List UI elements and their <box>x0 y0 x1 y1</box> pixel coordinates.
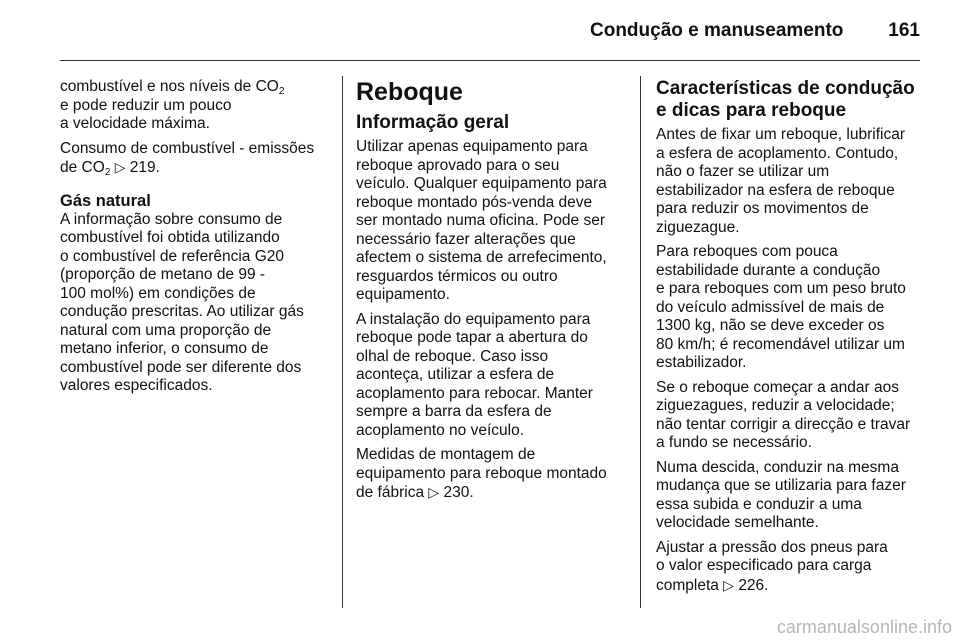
text: e para reboques com um peso bruto <box>656 280 906 297</box>
text: A instalação do equipamento para <box>356 310 591 328</box>
text: ser montado numa oficina. Pode ser <box>356 212 605 229</box>
text: velocidade semelhante. <box>656 514 819 531</box>
text: metano inferior, o consumo de <box>60 340 269 357</box>
text: a esfera de acoplamento. Contudo, <box>656 144 899 162</box>
column-3 <box>656 78 924 601</box>
text: condução prescritas. Ao utilizar gás <box>60 303 304 320</box>
page-reference-link[interactable]: 219. <box>129 159 160 176</box>
paragraph-descent <box>656 459 924 533</box>
paragraph-lubrication <box>656 126 924 237</box>
column-1 <box>60 78 328 402</box>
text: o combustível de referência G20 <box>60 247 285 265</box>
paragraph-zigzag <box>656 379 924 453</box>
section-heading-natural-gas: Gás natural <box>60 191 151 210</box>
page-reference-icon: ▷ <box>114 159 126 175</box>
text: de CO <box>60 159 105 176</box>
column-divider-right <box>640 76 641 608</box>
text: não tentar corrigir a direcção e travar <box>656 415 911 433</box>
text: Características de condução <box>656 78 915 99</box>
text: Medidas de montagem de <box>356 446 536 463</box>
text: 1300 kg, não se deve exceder os <box>656 317 885 334</box>
header-rule <box>60 60 920 61</box>
text: do veículo admissível de mais de <box>656 298 885 316</box>
text: não o fazer se utilizar um <box>656 163 830 180</box>
text: equipamento. <box>356 286 450 303</box>
text: completa <box>656 576 719 594</box>
text: mudança que se utilizaria para fazer <box>656 477 906 494</box>
text: Numa descida, conduzir na mesma <box>656 458 899 476</box>
text: aconteça, utilizar a esfera de <box>356 366 555 383</box>
text: Antes de fixar um reboque, lubrificar <box>656 126 905 143</box>
header-title: Condução e manuseamento <box>590 20 844 41</box>
text: Ajustar a pressão dos pneus para <box>656 538 888 556</box>
column-2 <box>356 78 626 509</box>
text: estabilizador na esfera de reboque <box>656 181 895 199</box>
text: A informação sobre consumo de <box>60 210 283 228</box>
text: a velocidade máxima. <box>60 115 210 132</box>
section-heading-general: Informação geral <box>356 112 510 133</box>
text: ziguezagues, reduzir a velocidade; <box>656 397 895 414</box>
text: equipamento para reboque montado <box>356 464 607 482</box>
text: estabilizador. <box>656 354 747 371</box>
text: combustível e nos níveis de CO <box>60 78 279 95</box>
watermark: carmanualsonline.info <box>776 617 952 637</box>
paragraph-mounting-dimensions <box>356 446 626 503</box>
text: Utilizar apenas equipamento para <box>356 138 588 155</box>
paragraph-co2-intro <box>60 78 328 134</box>
subscript: 2 <box>104 167 111 178</box>
paragraph-stability <box>656 243 924 373</box>
text: combustível foi obtida utilizando <box>60 229 280 246</box>
section-heading-driving-tips <box>656 78 924 122</box>
page-reference-icon: ▷ <box>723 576 734 593</box>
text: olhal de reboque. Caso isso <box>356 347 549 365</box>
text: ziguezague. <box>656 218 740 236</box>
text: estabilidade durante a condução <box>656 261 881 279</box>
text: Se o reboque começar a andar aos <box>656 378 899 396</box>
text: acoplamento no veículo. <box>356 421 525 439</box>
chapter-title: Reboque <box>356 78 463 106</box>
text: a fundo se necessário. <box>656 434 812 451</box>
text: 100 mol%) em condições de <box>60 284 256 302</box>
text: resguardos térmicos ou outro <box>356 267 558 285</box>
text: reboque aprovado para o seu <box>356 156 560 174</box>
subscript: 2 <box>278 86 285 97</box>
paragraph-towing-eye <box>356 311 626 441</box>
column-divider-left <box>342 76 343 608</box>
text: veículo. Qualquer equipamento para <box>356 175 607 192</box>
paragraph-natural-gas <box>60 211 328 396</box>
text: natural com uma proporção de <box>60 321 272 339</box>
text: reboque pode tapar a abertura do <box>356 329 588 346</box>
text: de fábrica <box>356 484 425 501</box>
text: necessário fazer alterações que <box>356 230 576 248</box>
page-reference-link[interactable]: 230. <box>443 484 474 501</box>
text: sempre a barra da esfera de <box>356 403 552 420</box>
page-reference-link[interactable]: 226. <box>738 576 769 594</box>
paragraph-towing-equipment <box>356 138 626 305</box>
text: para reduzir os movimentos de <box>656 200 869 217</box>
page-number: 161 <box>888 20 920 41</box>
paragraph-co2-reference <box>60 140 328 178</box>
text: acoplamento para rebocar. Manter <box>356 384 593 402</box>
text: 80 km/h; é recomendável utilizar um <box>656 335 905 353</box>
text: Para reboques com pouca <box>656 243 838 260</box>
text: e pode reduzir um pouco <box>60 96 232 114</box>
paragraph-tyre-pressure <box>656 539 924 596</box>
text: combustível pode ser diferente dos <box>60 358 302 376</box>
text: Consumo de combustível - emissões <box>60 139 315 157</box>
text: reboque montado pós-venda deve <box>356 193 593 211</box>
text: o valor especificado para carga <box>656 557 872 574</box>
text: e dicas para reboque <box>656 100 847 121</box>
text: afectem o sistema de arrefecimento, <box>356 249 607 266</box>
page-reference-icon: ▷ <box>428 484 440 500</box>
text: essa subida e conduzir a uma <box>656 495 862 513</box>
text: valores especificados. <box>60 377 213 394</box>
text: (proporção de metano de 99 - <box>60 266 266 283</box>
